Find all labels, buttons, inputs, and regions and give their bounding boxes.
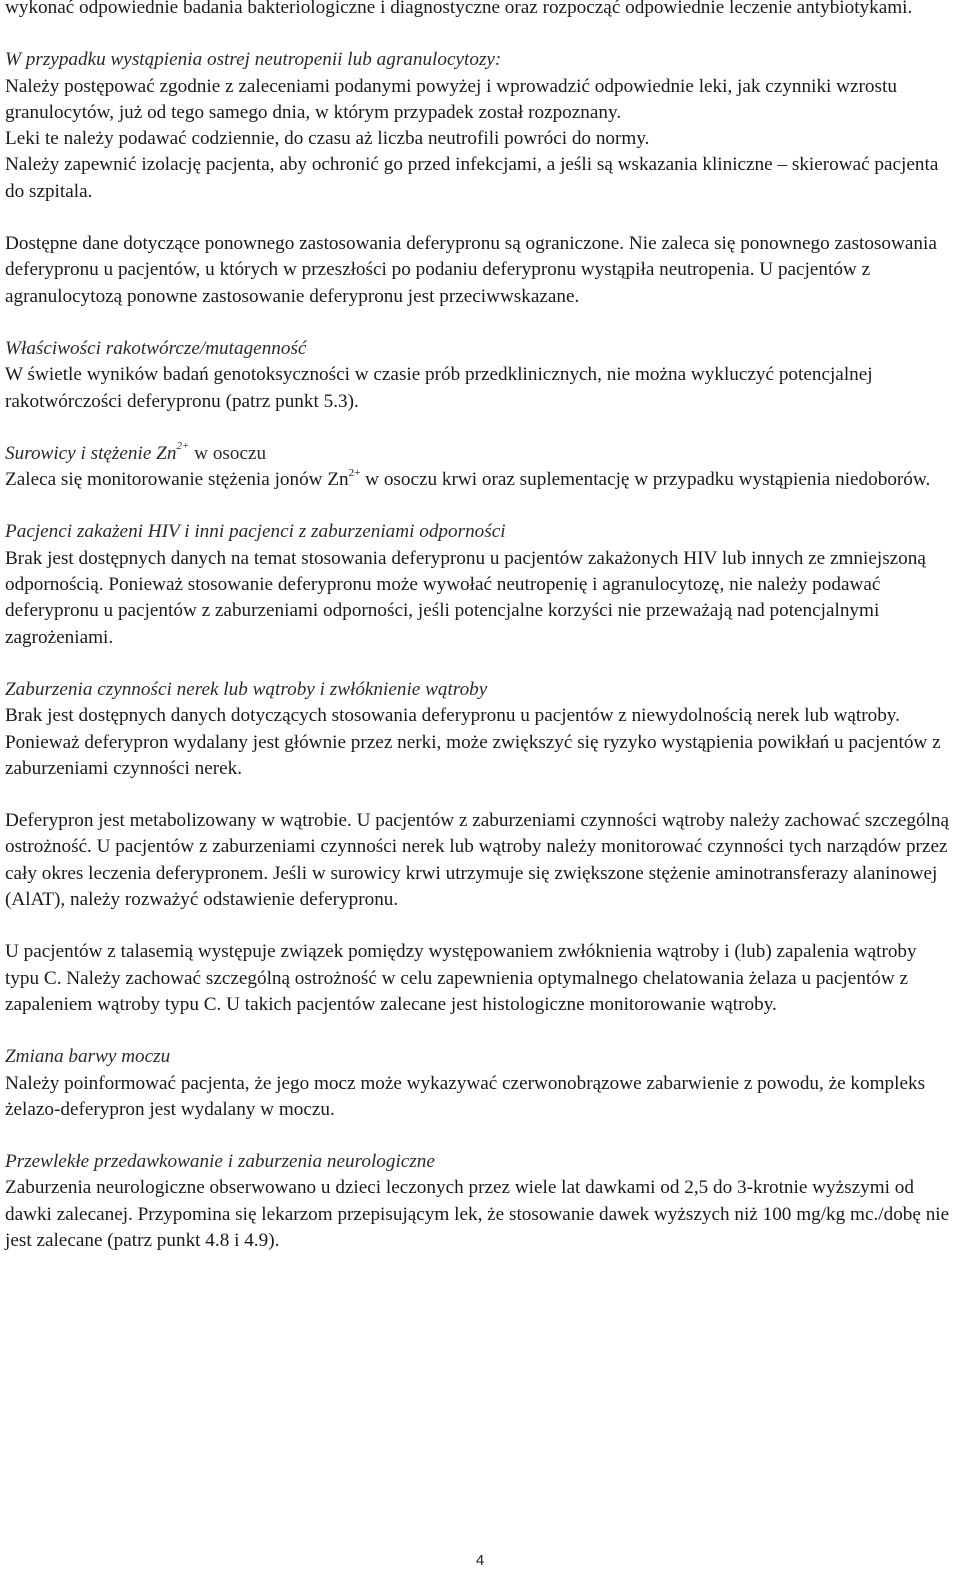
paragraph-renal: Brak jest dostępnych danych dotyczących stosowania deferypronu u pacjentów z niewydolnością nerek lub wątroby. Ponieważ deferypron wydalany jest głównie przez nerki, może zwiększyć się ryzyko wystąpienia powikłań u pacjentów z zaburzeniami czynności nerek. [5, 705, 941, 779]
heading-neutropenia: W przypadku wystąpienia ostrej neutropenii lub agranulocytozy: [5, 49, 502, 71]
heading-zinc [5, 441, 955, 467]
paragraph-hiv: Brak jest dostępnych danych na temat stosowania deferypronu u pacjentów zakażonych HIV lub innych ze zmniejszoną odpornością. Ponieważ stosowanie deferypronu może wywołać neutropenię i agranulocytozę, nie należy podawać deferypronu u pacjentów z zaburzeniami odporności, jeśli potencjalne korzyści nie przeważają nad potencjalnymi zagrożeniami. [5, 547, 926, 648]
heading-overdose: Przewlekłe przedawkowanie i zaburzenia neurologiczne [5, 1151, 435, 1173]
paragraph-antibiotics: wykonać odpowiednie badania bakteriologiczne i diagnostyczne oraz rozpocząć odpowiednie leczenie antybiotykami. [5, 0, 913, 18]
heading-urine-color: Zmiana barwy moczu [5, 1046, 171, 1068]
heading-zinc-superscript: 2+ [176, 440, 190, 453]
heading-zinc-text: Surowicy i stężenie Zn [5, 442, 177, 464]
paragraph-zinc-suffix: w osoczu krwi oraz suplementację w przypadku wystąpienia niedoborów. [360, 469, 931, 491]
heading-carcinogenicity: Właściwości rakotwórcze/mutagenność [5, 337, 307, 359]
paragraph-genotoxicity: W świetle wyników badań genotoksyczności w czasie prób przedklinicznych, nie można wykluczyć potencjalnej rakotwórczości deferypronu (patrz punkt 5.3). [5, 364, 873, 412]
paragraph-daily-administration: Leki te należy podawać codziennie, do czasu aż liczba neutrofili powróci do normy. [5, 128, 650, 150]
page-number: 4 [475, 1552, 485, 1569]
heading-renal-hepatic: Zaburzenia czynności nerek lub wątroby i zwłóknienie wątroby [5, 678, 488, 700]
paragraph-isolation: Należy zapewnić izolację pacjenta, aby ochronić go przed infekcjami, a jeśli są wskazania kliniczne – skierować pacjenta do szpitala. [5, 154, 939, 202]
paragraph-overdose: Zaburzenia neurologiczne obserwowano u dzieci leczonych przez wiele lat dawkami od 2,5 do 3-krotnie wyższymi od dawki zalecanej. Przypomina się lekarzom przepisującym lek, że stosowanie dawek wyższych niż 100 mg/kg mc./dobę nie jest zalecane (patrz punkt 4.8 i 4.9). [5, 1177, 950, 1251]
paragraph-rechallenge: Dostępne dane dotyczące ponownego zastosowania deferypronu są ograniczone. Nie zaleca się ponownego zastosowania deferypronu u pacjentów, u których w przeszłości po podaniu deferypronu wystąpiła neutropenia. U pacjentów z agranulocytozą ponowne zastosowanie deferypronu jest przeciwwskazane. [5, 233, 937, 307]
paragraph-thalassemia: U pacjentów z talasemią występuje związek pomiędzy występowaniem zwłóknienia wątroby i (lub) zapalenia wątroby typu C. Należy zachować szczególną ostrożność w celu zapewnienia optymalnego chelatowania żelaza u pacjentów z zapaleniem wątroby typu C. U takich pacjentów zalecane jest histologiczne monitorowanie wątroby. [5, 941, 917, 1015]
paragraph-growth-factors: Należy postępować zgodnie z zaleceniami podanymi powyżej i wprowadzić odpowiednie leki, jak czynniki wzrostu granulocytów, już od tego samego dnia, w którym przypadek został rozpoznany. [5, 75, 897, 123]
paragraph-zinc-superscript: 2+ [348, 466, 361, 479]
document-page [5, 0, 955, 1254]
paragraph-zinc-text: Zaleca się monitorowanie stężenia jonów Zn [5, 469, 349, 491]
heading-hiv: Pacjenci zakażeni HIV i inni pacjenci z zaburzeniami odporności [5, 521, 506, 543]
heading-zinc-suffix: w osoczu [189, 442, 267, 464]
paragraph-zinc-monitoring [5, 467, 955, 493]
paragraph-hepatic: Deferypron jest metabolizowany w wątrobie. U pacjentów z zaburzeniami czynności wątroby należy zachować szczególną ostrożność. U pacjentów z zaburzeniami czynności nerek lub wątroby należy monitorować czynności tych narządów przez cały okres leczenia deferypronem. Jeśli w surowicy krwi utrzymuje się zwiększone stężenie aminotransferazy alaninowej (AlAT), należy rozważyć odstawienie deferypronu. [5, 810, 950, 911]
paragraph-urine-color: Należy poinformować pacjenta, że jego mocz może wykazywać czerwonobrązowe zabarwienie z powodu, że kompleks żelazo-deferypron jest wydalany w moczu. [5, 1072, 926, 1120]
